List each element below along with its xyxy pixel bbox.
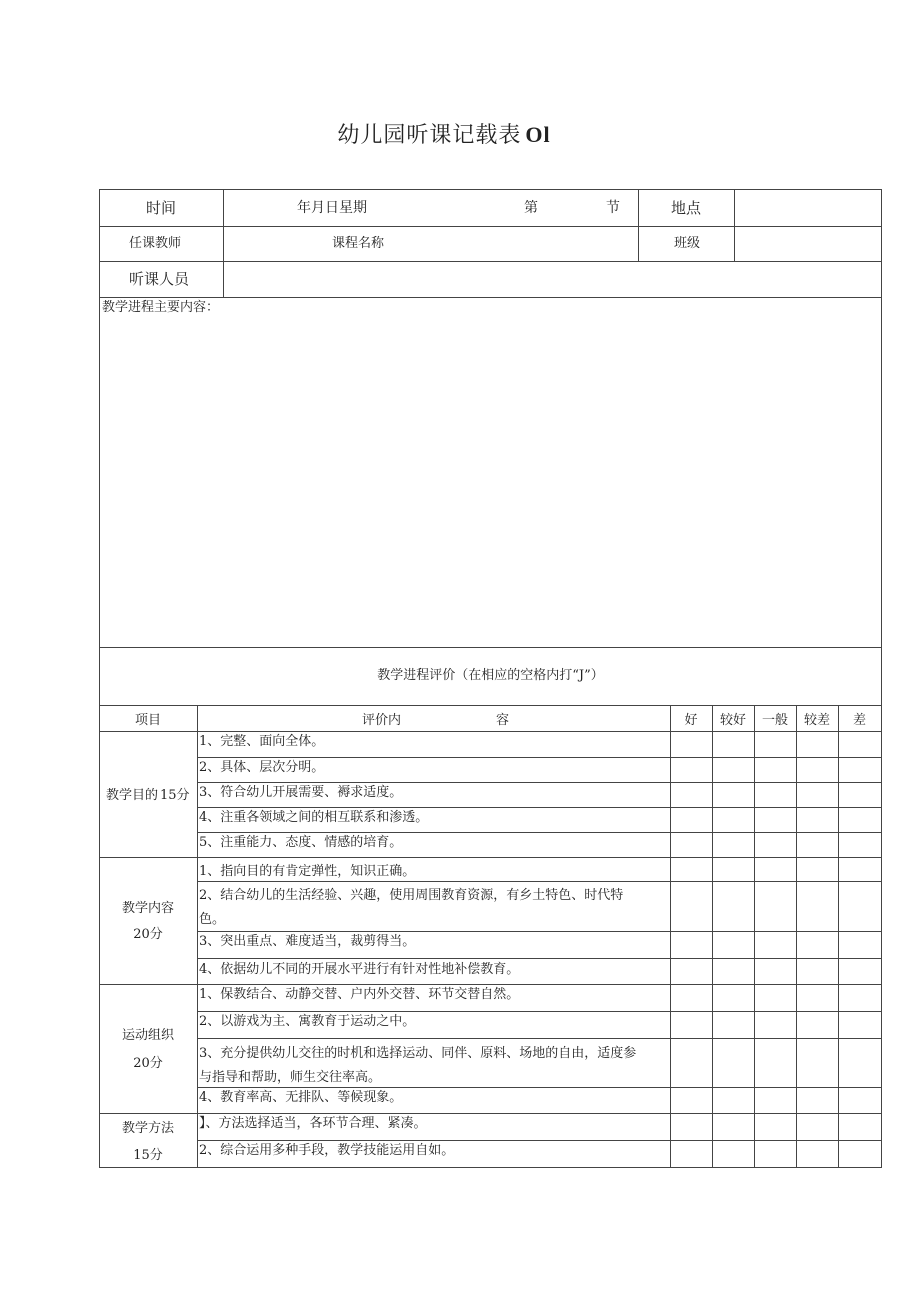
grade-check-cell[interactable] [671, 959, 712, 984]
grade-check-cell[interactable] [671, 833, 712, 857]
content-label: 教学进程主要内容： [102, 300, 220, 315]
grade-check-cell[interactable] [671, 732, 712, 757]
grade-check-cell[interactable] [797, 932, 838, 958]
grade-header-fairly-good: 较好 [719, 713, 746, 728]
grade-check-cell[interactable] [839, 858, 881, 881]
section-title: 教学目的 [106, 788, 159, 803]
listener-field[interactable] [224, 262, 881, 297]
grade-check-cell[interactable] [713, 1141, 754, 1167]
grade-check-cell[interactable] [713, 758, 754, 782]
grade-header-fairly-poor: 较差 [803, 713, 830, 728]
grade-check-cell[interactable] [713, 932, 754, 958]
criterion-text: 5、注重能力、态度、情感的培育。 [199, 835, 403, 850]
grade-check-cell[interactable] [797, 1141, 838, 1167]
col-content-header-a: 评价内 [362, 713, 402, 728]
grade-check-cell[interactable] [713, 985, 754, 1011]
grade-check-cell[interactable] [797, 758, 838, 782]
criterion-text: 2、综合运用多种手段，教学技能运用自如。 [199, 1143, 455, 1158]
grade-check-cell[interactable] [755, 758, 796, 782]
grade-check-cell[interactable] [755, 858, 796, 881]
grade-check-cell[interactable] [755, 783, 796, 807]
grade-check-cell[interactable] [755, 985, 796, 1011]
content-area[interactable] [100, 318, 881, 647]
grade-check-cell[interactable] [797, 1012, 838, 1038]
grade-check-cell[interactable] [713, 833, 754, 857]
grade-check-cell[interactable] [713, 959, 754, 984]
grade-check-cell[interactable] [755, 882, 796, 931]
class-label: 班级 [674, 236, 701, 251]
section-name [106, 789, 190, 802]
grade-check-cell[interactable] [839, 732, 881, 757]
grade-check-cell[interactable] [713, 1114, 754, 1140]
grade-check-cell[interactable] [671, 808, 712, 832]
grade-header-average: 一般 [761, 713, 788, 728]
grade-check-cell[interactable] [755, 1141, 796, 1167]
criterion-text: 2、以游戏为主、寓教育于运动之中。 [199, 1014, 416, 1029]
grade-check-cell[interactable] [797, 1039, 838, 1087]
grade-check-cell[interactable] [671, 932, 712, 958]
grade-check-cell[interactable] [755, 1039, 796, 1087]
date-placeholder: 年月日星期 [297, 200, 367, 216]
location-label: 地点 [671, 199, 702, 217]
grade-check-cell[interactable] [839, 985, 881, 1011]
grade-check-cell[interactable] [713, 858, 754, 881]
grade-check-cell[interactable] [671, 1114, 712, 1140]
section-title: 运动组织 [121, 1028, 174, 1043]
grade-check-cell[interactable] [839, 758, 881, 782]
teacher-label: 任课教师 [129, 236, 182, 251]
section-title: 教学方法 [121, 1121, 174, 1136]
criterion-text: 1、保教结合、动静交替、户内外交替、环节交替自然。 [199, 987, 520, 1002]
criterion-text: 色。 [199, 912, 226, 927]
grade-check-cell[interactable] [839, 808, 881, 832]
grade-check-cell[interactable] [671, 1088, 712, 1113]
course-label: 课程名称 [332, 236, 385, 251]
title-text: 幼儿园听课记载表 [337, 123, 522, 148]
title-suffix: Ol [525, 122, 551, 147]
grade-check-cell[interactable] [755, 732, 796, 757]
evaluation-heading: 教学进程评价（在相应的空格内打“J”） [377, 668, 604, 683]
section-score: 20分 [133, 1056, 163, 1071]
grade-check-cell[interactable] [671, 1012, 712, 1038]
grade-check-cell[interactable] [713, 1088, 754, 1113]
grade-check-cell[interactable] [839, 1114, 881, 1140]
section-score: 20分 [133, 927, 163, 942]
grade-header-good: 好 [684, 713, 698, 728]
section-score: 15分 [160, 788, 190, 803]
listener-label: 听课人员 [129, 270, 190, 288]
grade-check-cell[interactable] [797, 882, 838, 931]
criterion-text: 3、符合幼儿开展需要、褥求适度。 [199, 785, 403, 800]
grade-check-cell[interactable] [713, 808, 754, 832]
grade-check-cell[interactable] [713, 882, 754, 931]
course-field[interactable] [400, 227, 637, 261]
grade-check-cell[interactable] [839, 882, 881, 931]
grade-check-cell[interactable] [755, 833, 796, 857]
criterion-text: 4、依据幼儿不同的开展水平进行有针对性地补偿教育。 [199, 962, 520, 977]
criterion-text: 4、教育率高、无排队、等候现象。 [199, 1090, 403, 1105]
period-jie: 节 [606, 200, 620, 216]
section-title: 教学内容 [121, 901, 174, 916]
teacher-field[interactable] [224, 227, 324, 261]
grade-check-cell[interactable] [671, 858, 712, 881]
grade-check-cell[interactable] [797, 808, 838, 832]
grade-check-cell[interactable] [713, 1012, 754, 1038]
time-label: 时间 [146, 199, 177, 217]
grade-check-cell[interactable] [797, 858, 838, 881]
grade-check-cell[interactable] [839, 959, 881, 984]
grade-check-cell[interactable] [839, 932, 881, 958]
grade-check-cell[interactable] [713, 732, 754, 757]
period-di: 第 [524, 200, 538, 216]
grade-check-cell[interactable] [797, 1114, 838, 1140]
location-field[interactable] [735, 190, 881, 226]
criterion-text: 2、结合幼儿的生活经验、兴趣，使用周围教育资源，有乡土特色、时代特 [199, 888, 624, 903]
grade-check-cell[interactable] [671, 985, 712, 1011]
criterion-text: 4、注重各领域之间的相互联系和渗透。 [199, 810, 429, 825]
grade-check-cell[interactable] [839, 833, 881, 857]
grade-check-cell[interactable] [797, 1088, 838, 1113]
grade-header-poor: 差 [852, 713, 866, 728]
criterion-text: 与指导和帮助，师生交往率高。 [199, 1070, 382, 1085]
criterion-text: 3、突出重点、难度适当，裁剪得当。 [199, 934, 416, 949]
criterion-text: 】、方法选择适当，各环节合理、紧凑。 [199, 1116, 427, 1131]
grade-check-cell[interactable] [797, 959, 838, 984]
grade-check-cell[interactable] [839, 1141, 881, 1167]
grade-check-cell[interactable] [797, 985, 838, 1011]
col-content-header-b: 容 [496, 713, 510, 728]
grade-check-cell[interactable] [755, 1012, 796, 1038]
grade-check-cell[interactable] [755, 808, 796, 832]
class-field[interactable] [735, 227, 881, 261]
grade-check-cell[interactable] [671, 1141, 712, 1167]
grade-check-cell[interactable] [713, 1039, 754, 1087]
grade-check-cell[interactable] [797, 833, 838, 857]
grade-check-cell[interactable] [839, 783, 881, 807]
grade-check-cell[interactable] [839, 1039, 881, 1087]
grade-check-cell[interactable] [755, 1088, 796, 1113]
criterion-text: 2、具体、层次分明。 [199, 760, 325, 775]
grade-check-cell[interactable] [755, 1114, 796, 1140]
criterion-text: 1、指向目的有肯定弹性，知识正确。 [199, 864, 416, 879]
col-item-header: 项目 [134, 713, 161, 728]
grade-check-cell[interactable] [671, 1039, 712, 1087]
page-title [0, 118, 888, 149]
criterion-text: 3、充分提供幼儿交往的时机和选择运动、同伴、原料、场地的自由，适度参 [199, 1046, 637, 1061]
section-score: 15分 [133, 1148, 163, 1163]
grade-check-cell[interactable] [755, 932, 796, 958]
grade-check-cell[interactable] [713, 783, 754, 807]
grade-check-cell[interactable] [839, 1088, 881, 1113]
criterion-text: 1、完整、面向全体。 [199, 734, 325, 749]
grade-check-cell[interactable] [671, 783, 712, 807]
grade-check-cell[interactable] [671, 882, 712, 931]
grade-check-cell[interactable] [839, 1012, 881, 1038]
grade-check-cell[interactable] [755, 959, 796, 984]
grade-check-cell[interactable] [671, 758, 712, 782]
grade-check-cell[interactable] [797, 732, 838, 757]
grade-check-cell[interactable] [797, 783, 838, 807]
